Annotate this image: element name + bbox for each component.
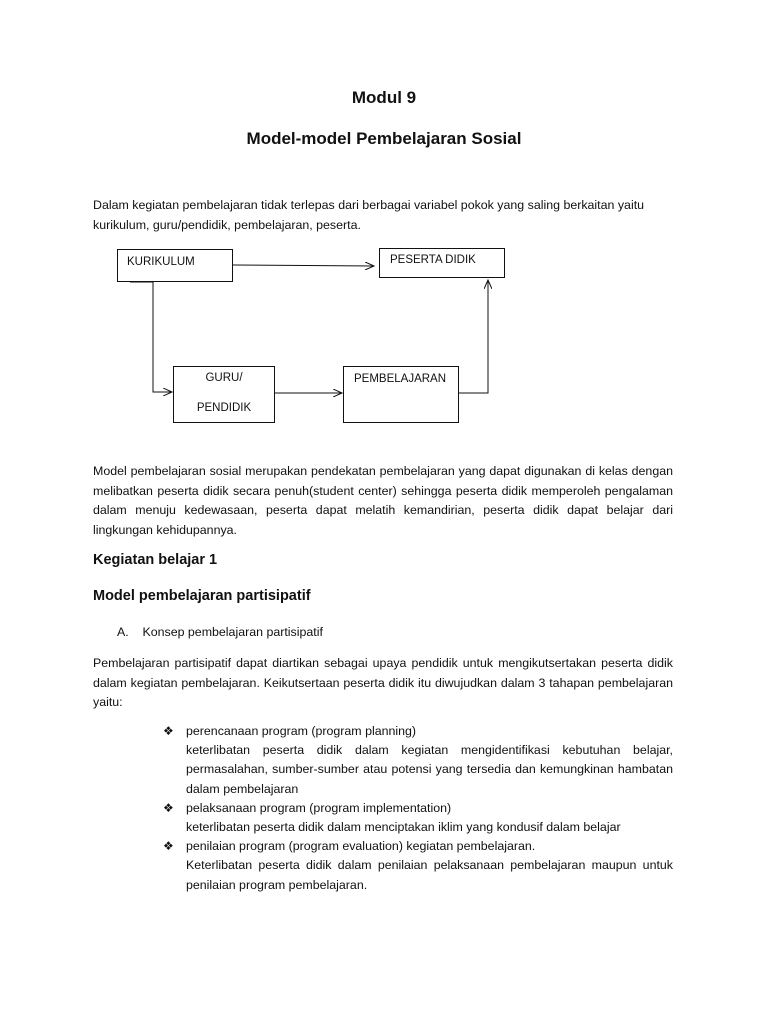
box-pembelajaran-label: PEMBELAJARAN [354,373,447,385]
list-item-description: keterlibatan peserta didik dalam menciptakan iklim yang kondusif dalam belajar [186,820,621,835]
list-item [163,799,673,837]
intro-paragraph: Dalam kegiatan pembelajaran tidak terlepas dari berbagai variabel pokok yang saling berkaitan yaitu kurikulum, guru/pendidik, pembelajaran, peserta. [93,198,645,232]
arrow-kurikulum-to-peserta [233,265,374,266]
list-item-title: penilaian program (program evaluation) kegiatan pembelajaran. [186,839,536,854]
box-guru-label-line2: PENDIDIK [196,402,252,414]
box-kurikulum-label: KURIKULUM [127,256,195,268]
arrow-kurikulum-to-guru [130,282,172,392]
subsection-a [117,625,323,639]
participative-paragraph: Pembelajaran partisipatif dapat diartikan sebagai upaya pendidik untuk mengikutsertakan peserta didik dalam kegiatan pembelajaran. Keikutsertaan peserta didik itu diwujudkan dalam 3 tahapan pembelajaran yaitu: [93,656,673,709]
model-description-paragraph: Model pembelajaran sosial merupakan pendekatan pembelajaran yang dapat digunakan di kelas dengan melibatkan peserta didik secara penuh(student center) sehingga peserta didik memperoleh pengalaman dalam menuju kedewasaan, peserta dapat melatih kemandirian, peserta didik dapat belajar dari lingkungan kehidupannya. [93,464,673,537]
box-peserta-didik-label: PESERTA DIDIK [390,254,476,266]
diamond-bullet-icon: ❖ [163,724,174,738]
page-title: Model-model Pembelajaran Sosial [246,129,522,148]
diamond-bullet-icon: ❖ [163,839,174,854]
list-item-title: perencanaan program (program planning) [186,724,417,738]
box-guru-pendidik [173,366,275,423]
box-pembelajaran [343,366,459,423]
module-number: Modul 9 [351,88,417,107]
section-heading-model: Model pembelajaran partisipatif [93,588,311,604]
list-item [163,722,673,799]
box-guru-label-line1: GURU/ [205,372,243,384]
section-heading-kegiatan: Kegiatan belajar 1 [93,552,218,568]
list-item-description: keterlibatan peserta didik dalam kegiatan mengidentifikasi kebutuhan belajar, permasalahan, sumber-sumber atau potensi yang tersedia dan kemungkinan hambatan dalam pembelajaran [186,743,673,796]
list-item-description: Keterlibatan peserta didik dalam penilaian pelaksanaan pembelajaran maupun untuk penilaian program pembelajaran. [186,858,673,892]
box-kurikulum [117,249,233,282]
list-item [163,837,673,895]
box-peserta-didik [379,248,505,278]
subsection-a-letter: A. [117,625,129,639]
diamond-bullet-icon: ❖ [163,800,174,815]
stages-list [163,722,673,895]
list-item-title: pelaksanaan program (program implementation) [186,800,452,815]
subsection-a-title: Konsep pembelajaran partisipatif [142,625,323,639]
arrow-pembelajaran-to-peserta [459,280,488,393]
